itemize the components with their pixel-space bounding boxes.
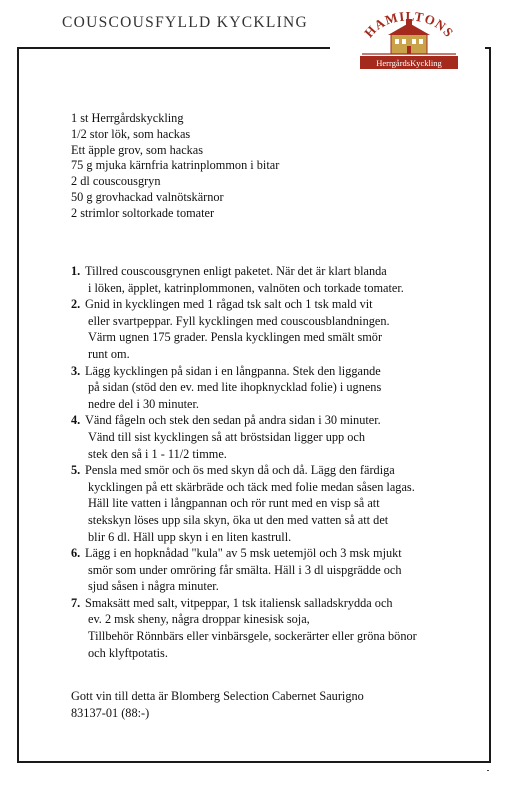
step-line: sjud såsen i några minuter. bbox=[88, 579, 219, 594]
step-line: blir 6 dl. Häll upp skyn i en liten kastrull. bbox=[88, 529, 292, 544]
instruction-step bbox=[71, 296, 471, 362]
step-line: på sidan (stöd den ev. med lite ihopknycklad folie) i ugnens bbox=[88, 380, 382, 395]
step-number: 1. bbox=[71, 264, 81, 278]
step-line: Tillred couscousgrynen enligt paketet. När det är klart blanda bbox=[85, 264, 387, 278]
step-line: Vänd fågeln och stek den sedan på andra sidan i 30 minuter. bbox=[85, 413, 381, 428]
wine-note bbox=[71, 688, 364, 722]
ingredient-item: 2 strimlor soltorkade tomater bbox=[71, 205, 215, 220]
step-number: 2. bbox=[71, 297, 81, 312]
instruction-list bbox=[71, 263, 471, 661]
step-number: 6. bbox=[71, 546, 81, 561]
ingredient-list bbox=[71, 111, 279, 222]
step-number: 5. bbox=[71, 463, 81, 478]
step-line: Lägg kycklingen på sidan i en långpanna. Stek den liggande bbox=[85, 363, 381, 378]
instruction-step bbox=[71, 412, 471, 462]
recipe-title: COUSCOUSFYLLD KYCKLING bbox=[62, 14, 309, 31]
logo-brand-text: HAMILTONS bbox=[361, 8, 458, 41]
step-line: Värm ugnen 175 grader. Pensla kycklingen med smält smör bbox=[88, 330, 383, 345]
step-line: och klyftpotatis. bbox=[88, 645, 168, 660]
ingredient-item: 2 dl couscousgryn bbox=[71, 174, 161, 189]
step-line: ev. 2 msk sheny, några droppar kinesisk soja, bbox=[88, 612, 310, 627]
step-line: Tillbehör Rönnbärs eller vinbärsgele, sockerärter eller gröna bönor bbox=[88, 629, 417, 644]
step-line: smör som under omröring får smälta. Häll i 3 dl uispgrädde och bbox=[88, 562, 402, 577]
step-number: 4. bbox=[71, 413, 81, 428]
wine-note-line: Gott vin till detta är Blomberg Selection Cabernet Saurigno bbox=[71, 689, 364, 703]
ingredient-item: 1/2 stor lök, som hackas bbox=[71, 126, 191, 141]
step-line: Pensla med smör och ös med skyn då och då. Lägg den färdiga bbox=[85, 463, 395, 478]
instruction-step bbox=[71, 545, 471, 595]
page-mark bbox=[487, 770, 489, 771]
step-line: runt om. bbox=[88, 346, 130, 361]
instruction-step bbox=[71, 263, 471, 296]
hamiltons-logo bbox=[354, 8, 464, 74]
step-line: stekskyn löses upp sila skyn, öka ut den med vatten så att det bbox=[88, 512, 389, 527]
step-line: Gnid in kycklingen med 1 rågad tsk salt och 1 tsk mald vit bbox=[85, 297, 373, 312]
step-line: stek den så i 1 - 11/2 timme. bbox=[88, 446, 227, 461]
step-number: 7. bbox=[71, 595, 81, 610]
step-line: Vänd till sist kycklingen så att bröstsidan ligger upp och bbox=[88, 429, 365, 444]
ingredient-item: 50 g grovhackad valnötskärnor bbox=[71, 189, 224, 204]
logo-sub-text: HerrgårdsKyckling bbox=[376, 58, 442, 68]
instruction-step bbox=[71, 363, 471, 413]
step-line: Smaksätt med salt, vitpeppar, 1 tsk italiensk salladskrydda och bbox=[85, 595, 393, 610]
step-line: kycklingen på ett skärbräde och täck med folie medan såsen lagas. bbox=[88, 479, 415, 494]
instruction-step bbox=[71, 595, 471, 661]
step-line: Häll lite vatten i långpannan och rör runt med en visp så att bbox=[88, 496, 380, 511]
step-line: nedre del i 30 minuter. bbox=[88, 396, 199, 411]
ingredient-item: Ett äpple grov, som hackas bbox=[71, 142, 204, 157]
wine-note-line: 83137-01 (88:-) bbox=[71, 706, 150, 720]
ingredient-item: 75 g mjuka kärnfria katrinplommon i bitar bbox=[71, 158, 280, 173]
step-line: eller svartpeppar. Fyll kycklingen med couscousblandningen. bbox=[88, 313, 390, 328]
step-line: Lägg i en hopknådad "kula" av 5 msk uetemjöl och 3 msk mjukt bbox=[85, 546, 402, 561]
instruction-step bbox=[71, 462, 471, 545]
step-line: i löken, äpplet, katrinplommonen, valnöten och torkade tomater. bbox=[88, 280, 404, 295]
step-number: 3. bbox=[71, 363, 81, 378]
ingredient-item: 1 st Herrgårdskyckling bbox=[71, 111, 184, 125]
